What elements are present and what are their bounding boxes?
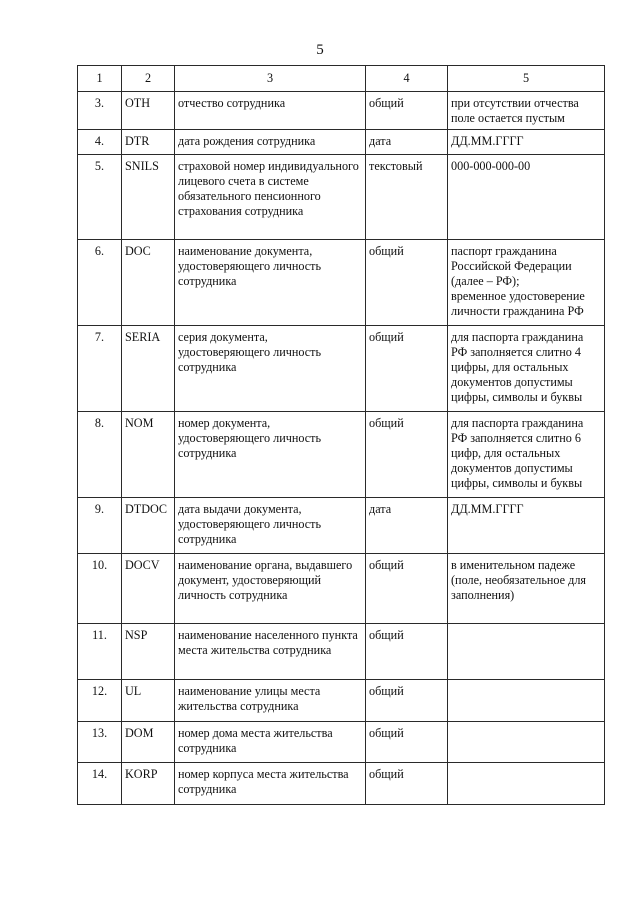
field-type: общий xyxy=(366,326,448,412)
field-code: DOC xyxy=(122,240,175,326)
table-row xyxy=(78,554,605,624)
table-row xyxy=(78,763,605,805)
row-number: 11. xyxy=(78,624,122,680)
row-number: 4. xyxy=(78,130,122,155)
table-row xyxy=(78,498,605,554)
field-note xyxy=(448,722,605,763)
header-cell: 2 xyxy=(122,66,175,92)
field-note: 000-000-000-00 xyxy=(448,155,605,240)
field-code: KORP xyxy=(122,763,175,805)
field-code: SNILS xyxy=(122,155,175,240)
field-type: общий xyxy=(366,554,448,624)
field-code: UL xyxy=(122,680,175,722)
field-type: общий xyxy=(366,412,448,498)
field-description: наименование улицы места жительства сотрудника xyxy=(175,680,366,722)
field-note xyxy=(448,680,605,722)
header-cell: 3 xyxy=(175,66,366,92)
row-number: 10. xyxy=(78,554,122,624)
table-row xyxy=(78,92,605,130)
table-row xyxy=(78,624,605,680)
page-number: 5 xyxy=(316,42,324,58)
field-code: OTH xyxy=(122,92,175,130)
table-row xyxy=(78,240,605,326)
field-type: общий xyxy=(366,763,448,805)
field-code: NSP xyxy=(122,624,175,680)
table-row xyxy=(78,130,605,155)
field-description: номер дома места жительства сотрудника xyxy=(175,722,366,763)
field-code: DOCV xyxy=(122,554,175,624)
row-number: 12. xyxy=(78,680,122,722)
field-description: наименование документа, удостоверяющего личность сотрудника xyxy=(175,240,366,326)
field-note xyxy=(448,763,605,805)
field-note: при отсутствии отчества поле остается пустым xyxy=(448,92,605,130)
header-cell: 4 xyxy=(366,66,448,92)
field-description: отчество сотрудника xyxy=(175,92,366,130)
field-type: текстовый xyxy=(366,155,448,240)
row-number: 13. xyxy=(78,722,122,763)
row-number: 7. xyxy=(78,326,122,412)
field-description: наименование населенного пункта места жительства сотрудника xyxy=(175,624,366,680)
field-note: паспорт гражданина Российской Федерации (далее – РФ); временное удостоверение личности гражданина РФ xyxy=(448,240,605,326)
header-cell: 1 xyxy=(78,66,122,92)
field-note: ДД.ММ.ГГГГ xyxy=(448,130,605,155)
row-number: 3. xyxy=(78,92,122,130)
row-number: 9. xyxy=(78,498,122,554)
field-description: серия документа, удостоверяющего личность сотрудника xyxy=(175,326,366,412)
field-type: общий xyxy=(366,680,448,722)
header-cell: 5 xyxy=(448,66,605,92)
table-row xyxy=(78,155,605,240)
field-type: общий xyxy=(366,92,448,130)
table-row xyxy=(78,680,605,722)
row-number: 14. xyxy=(78,763,122,805)
field-type: общий xyxy=(366,722,448,763)
field-description: страховой номер индивидуального лицевого счета в системе обязательного пенсионного страхования сотрудника xyxy=(175,155,366,240)
row-number: 8. xyxy=(78,412,122,498)
table-row xyxy=(78,722,605,763)
field-code: NOM xyxy=(122,412,175,498)
table-row xyxy=(78,412,605,498)
field-type: общий xyxy=(366,624,448,680)
field-note xyxy=(448,624,605,680)
row-number: 5. xyxy=(78,155,122,240)
fields-table xyxy=(77,65,605,805)
row-number: 6. xyxy=(78,240,122,326)
field-code: DTR xyxy=(122,130,175,155)
field-description: номер корпуса места жительства сотрудника xyxy=(175,763,366,805)
field-code: DTDOC xyxy=(122,498,175,554)
table-row xyxy=(78,326,605,412)
field-note: для паспорта гражданина РФ заполняется слитно 4 цифры, для остальных документов допустимы цифры, символы и буквы xyxy=(448,326,605,412)
field-code: DOM xyxy=(122,722,175,763)
field-code: SERIA xyxy=(122,326,175,412)
field-type: дата xyxy=(366,130,448,155)
field-description: номер документа, удостоверяющего личность сотрудника xyxy=(175,412,366,498)
field-description: дата выдачи документа, удостоверяющего личность сотрудника xyxy=(175,498,366,554)
field-description: дата рождения сотрудника xyxy=(175,130,366,155)
field-description: наименование органа, выдавшего документ, удостоверяющий личность сотрудника xyxy=(175,554,366,624)
field-note: ДД.ММ.ГГГГ xyxy=(448,498,605,554)
table-header-row xyxy=(78,66,605,92)
field-note: для паспорта гражданина РФ заполняется слитно 6 цифр, для остальных документов допустимы цифры, символы и буквы xyxy=(448,412,605,498)
field-note: в именительном падеже (поле, необязательное для заполнения) xyxy=(448,554,605,624)
field-type: дата xyxy=(366,498,448,554)
field-type: общий xyxy=(366,240,448,326)
